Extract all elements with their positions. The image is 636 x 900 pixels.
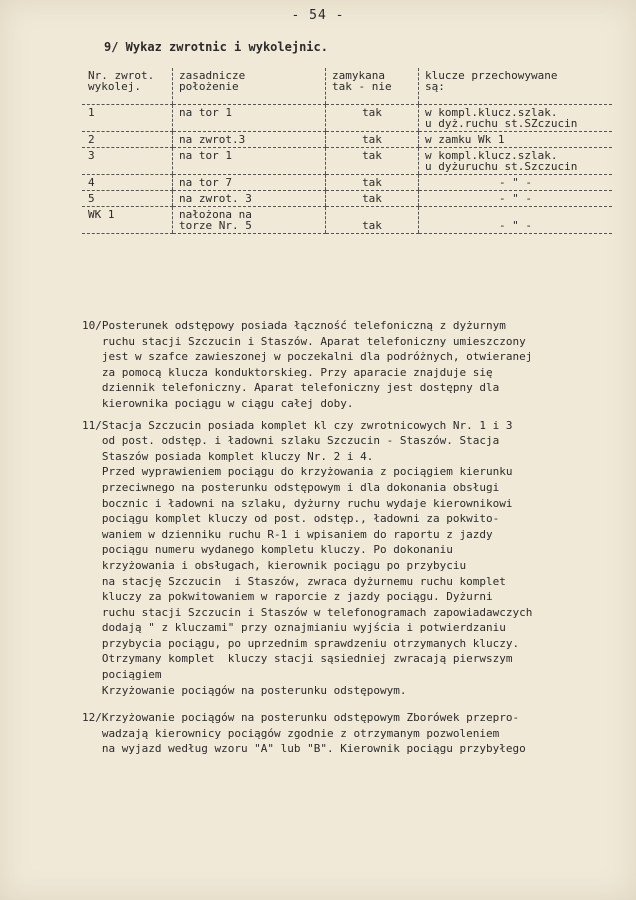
table-header-row <box>82 68 612 105</box>
text-line: waniem w dzienniku ruchu R-1 i wpisaniem do raportu z jazdy <box>82 527 493 541</box>
text-line: Krzyżowanie pociągów na posterunku odstępowym. <box>82 683 407 697</box>
cell-keys: - " - <box>419 175 613 191</box>
text-line: pociągu komplet kluczy od post. odstęp., ładowni za pokwito- <box>82 512 500 526</box>
cell-number: 3 <box>82 148 173 175</box>
paragraph-11 <box>82 418 622 699</box>
cell-keys: w zamku Wk 1 <box>419 132 613 148</box>
cell-keys: - " - <box>419 191 613 207</box>
text-line: przeciwnego na posterunku odstępowym i dla dokonania obsługi <box>82 480 500 494</box>
text-line: kluczy za pokwitowaniem w raporcie z jazdy pociągu. Dyżurni <box>82 590 493 604</box>
cell-locked: tak <box>326 175 419 191</box>
cell-locked: tak <box>326 105 419 132</box>
header-number: Nr. zwrot. wykolej. <box>82 68 173 105</box>
paragraph-12 <box>82 710 622 757</box>
body-text <box>82 318 622 757</box>
cell-position: na tor 7 <box>173 175 326 191</box>
table-row <box>82 175 612 191</box>
text-line: ruchu stacji Szczucin i Staszów. Aparat telefoniczny umieszczony <box>82 334 526 348</box>
header-keys: klucze przechowywane są: <box>419 68 613 105</box>
table-row <box>82 207 612 234</box>
text-line: pociągu numeru wydanego kompletu kluczy. Po dokonaniu <box>82 543 453 557</box>
table-row <box>82 132 612 148</box>
cell-position: na zwrot. 3 <box>173 191 326 207</box>
text-line: od post. odstęp. i ładowni szlaku Szczucin - Staszów. Stacja <box>82 434 500 448</box>
cell-locked: tak <box>326 207 419 234</box>
table-row <box>82 105 612 132</box>
text-line: jest w szafce zawieszonej w poczekalni dla podróżnych, otwieranej <box>82 350 533 364</box>
cell-number: 5 <box>82 191 173 207</box>
header-locked: zamykana tak - nie <box>326 68 419 105</box>
text-line: Otrzymany komplet kluczy stacji sąsiedniej zwracają pierwszym <box>82 652 513 666</box>
text-line: pociągiem <box>82 668 162 682</box>
cell-locked: tak <box>326 148 419 175</box>
cell-locked: tak <box>326 132 419 148</box>
text-line: ruchu stacji Szczucin i Staszów w telefonogramach zapowiadawczych <box>82 605 533 619</box>
cell-number: 1 <box>82 105 173 132</box>
text-line: dodają " z kluczami" przy oznajmianiu wyjścia i potwierdzaniu <box>82 621 506 635</box>
cell-number: 2 <box>82 132 173 148</box>
text-line: wadzają kierownicy pociągów zgodnie z otrzymanym pozwoleniem <box>82 726 500 740</box>
switches-table <box>82 68 612 234</box>
text-line: 12/Krzyżowanie pociągów na posterunku odstępowym Zborówek przepro- <box>82 711 520 725</box>
text-line: krzyżowania i obsługach, kierownik pociągu po przybyciu <box>82 558 467 572</box>
cell-position: nałożona na torze Nr. 5 <box>173 207 326 234</box>
text-line: 10/Posterunek odstępowy posiada łączność telefoniczną z dyżurnym <box>82 319 506 332</box>
text-line: Staszów posiada komplet kluczy Nr. 2 i 4. <box>82 449 374 463</box>
text-line: dziennik telefoniczny. Aparat telefoniczny jest dostępny dla <box>82 381 500 395</box>
table-row <box>82 148 612 175</box>
table-row <box>82 191 612 207</box>
cell-keys: w kompl.klucz.szlak. u dyżuruchu st.Szczucin <box>419 148 613 175</box>
page-number: - 54 - <box>291 8 345 23</box>
section-title: 9/ Wykaz zwrotnic i wykolejnic. <box>104 40 328 54</box>
paragraph-10 <box>82 318 622 412</box>
header-position: zasadnicze położenie <box>173 68 326 105</box>
text-line: przybycia pociągu, po uprzednim sprawdzeniu otrzymanych kluczy. <box>82 636 520 650</box>
cell-position: na zwrot.3 <box>173 132 326 148</box>
cell-keys: w kompl.klucz.szlak. u dyż.ruchu st.SZczucin <box>419 105 613 132</box>
cell-number: 4 <box>82 175 173 191</box>
text-line: 11/Stacja Szczucin posiada komplet kl czy zwrotnicowych Nr. 1 i 3 <box>82 418 513 432</box>
cell-locked: tak <box>326 191 419 207</box>
text-line: Przed wyprawieniem pociągu do krzyżowania z pociągiem kierunku <box>82 465 513 479</box>
cell-number: WK 1 <box>82 207 173 234</box>
text-line: kierownika pociągu w ciągu całej doby. <box>82 396 354 410</box>
text-line: na stację Szczucin i Staszów, zwraca dyżurnemu ruchu komplet <box>82 574 506 588</box>
cell-position: na tor 1 <box>173 105 326 132</box>
text-line: na wyjazd według wzoru "A" lub "B". Kierownik pociągu przybyłego <box>82 742 526 756</box>
text-line: bocznic i ładowni na szlaku, dyżurny ruchu wydaje kierownikowi <box>82 496 513 510</box>
cell-position: na tor 1 <box>173 148 326 175</box>
text-line: za pomocą klucza konduktorskieg. Przy aparacie znajduje się <box>82 365 493 379</box>
cell-keys: - " - <box>419 207 613 234</box>
